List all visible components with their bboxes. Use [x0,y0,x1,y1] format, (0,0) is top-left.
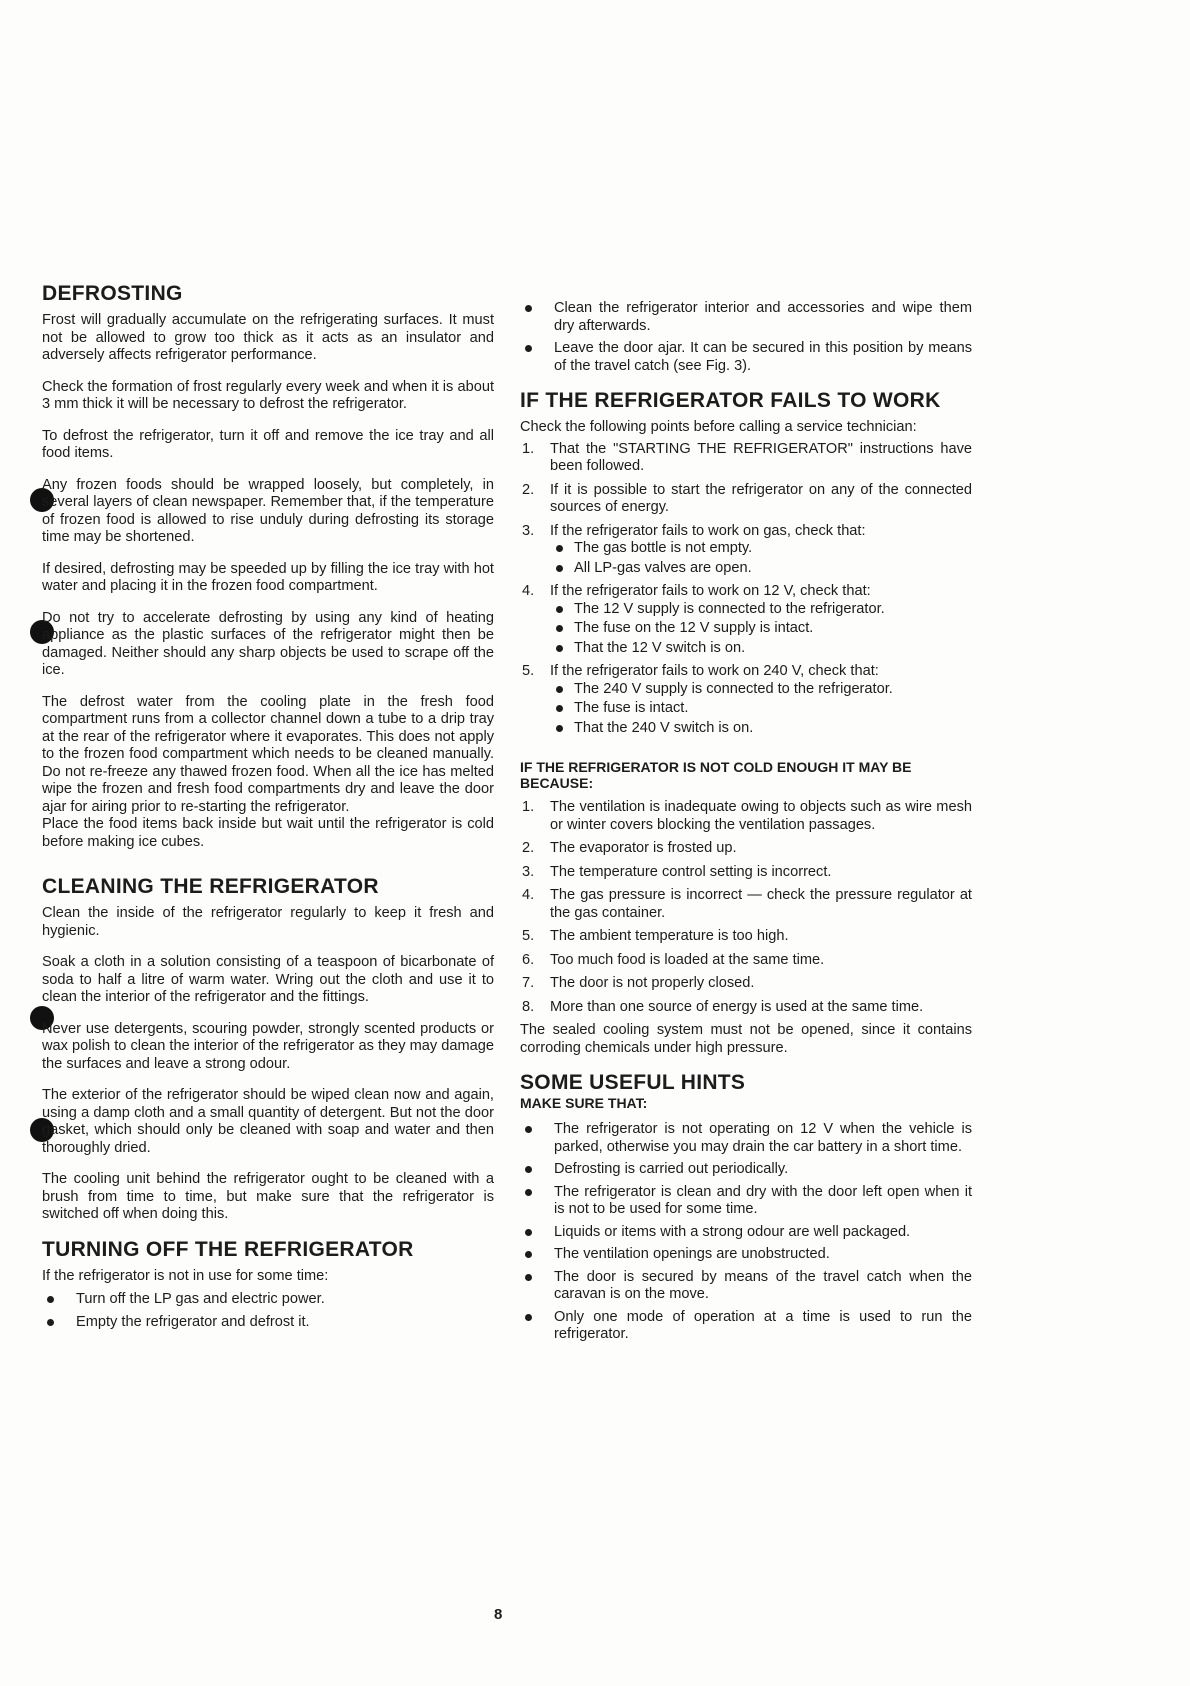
list-item: The fuse on the 12 V supply is intact. [550,620,972,638]
list-item: That the 12 V switch is on. [550,640,972,658]
fails-intro: Check the following points before calling a service technician: [520,419,917,435]
bullet-icon [525,1166,532,1173]
right-column [520,300,972,1349]
list-item: The door is secured by means of the travel catch when the caravan is on the move. [520,1269,972,1304]
cleaning-p3: Never use detergents, scouring powder, strongly scented products or wax polish to clean the interior of the refrigerator as they may damage the surfaces and leave a strong odour. [42,1020,494,1072]
turning-off-continued-list [520,300,972,375]
defrosting-p2: Check the formation of frost regularly every week and when it is about 3 mm thick it will be necessary to defrost the refrigerator. [42,378,494,412]
bullet-icon [525,1229,532,1236]
cleaning-p5: The cooling unit behind the refrigerator ought to be cleaned with a brush from time to time, but make sure that the refrigerator is switched off when doing this. [42,1171,494,1222]
bullet-icon [525,305,532,312]
cleaning-heading: CLEANING THE REFRIGERATOR [42,875,379,898]
list-item: That the 240 V switch is on. [550,720,972,738]
hints-subheading: MAKE SURE THAT: [520,1095,648,1111]
bullet-icon [556,686,563,693]
defrosting-heading: DEFROSTING [42,282,183,305]
not-cold-heading: IF THE REFRIGERATOR IS NOT COLD ENOUGH IT MAY BE BECAUSE: [520,759,912,791]
hints-heading: SOME USEFUL HINTS [520,1071,746,1094]
turning-off-heading: TURNING OFF THE REFRIGERATOR [42,1237,414,1261]
list-item: 8. More than one source of energy is used at the same time. [522,998,924,1015]
defrosting-p3: To defrost the refrigerator, turn it off and remove the ice tray and all food items. [42,427,494,461]
fails-section [520,389,972,737]
list-item: 3. The temperature control setting is incorrect. [522,863,832,880]
list-item: The fuse is intact. [550,700,972,718]
defrosting-p6: Do not try to accelerate defrosting by using any kind of heating appliance as the plastic surfaces of the refrigerator might then be damaged. Neither should any sharp objects be used to scrape off the ice. [42,609,494,678]
list-item: Liquids or items with a strong odour are well packaged. [520,1224,972,1242]
list-item: Leave the door ajar. It can be secured in this position by means of the travel catch (see Fig. 3). [520,340,972,375]
hints-section [520,1071,972,1344]
left-column [42,282,494,1336]
list-item: Empty the refrigerator and defrost it. [42,1314,494,1332]
not-cold-list [520,799,972,1016]
bullet-icon [525,1189,532,1196]
bullet-icon [556,705,563,712]
bullet-icon [47,1319,54,1326]
sealed-system-note: The sealed cooling system must not be opened, since it contains corroding chemicals under high pressure. [520,1022,972,1056]
bullet-icon [525,345,532,352]
list-item: 4. If the refrigerator fails to work on 12 V, check that: The 12 V supply is connected to the refrigerator. The fuse on the 12 V supply is intact. That the 12 V switch is on. [520,583,972,657]
turning-off-section [42,1238,494,1332]
list-item: The gas bottle is not empty. [550,540,972,558]
bullet-icon [556,606,563,613]
bullet-icon [556,565,563,572]
not-cold-section [520,759,972,1057]
list-item: 6. Too much food is loaded at the same time. [522,951,825,968]
bullet-icon [525,1251,532,1258]
turning-off-intro: If the refrigerator is not in use for some time: [42,1267,329,1284]
list-item: Turn off the LP gas and electric power. [42,1291,494,1309]
list-item: 4. The gas pressure is incorrect — check the pressure regulator at the gas container. [522,887,972,921]
list-item: 5. If the refrigerator fails to work on 240 V, check that: The 240 V supply is connected to the refrigerator. The fuse is intact. That the 240 V switch is on. [520,663,972,737]
fails-heading: IF THE REFRIGERATOR FAILS TO WORK [520,389,941,412]
list-item: The 12 V supply is connected to the refrigerator. [550,601,972,619]
list-item: The refrigerator is clean and dry with the door left open when it is not to be used for some time. [520,1184,972,1219]
list-item: 7. The door is not properly closed. [522,975,755,991]
bullet-icon [556,645,563,652]
list-item: 5. The ambient temperature is too high. [522,928,789,944]
defrosting-section [42,282,494,851]
defrosting-p8: Place the food items back inside but wait until the refrigerator is cold before making ice cubes. [42,816,494,850]
bullet-icon [556,725,563,732]
bullet-icon [525,1126,532,1133]
defrosting-p7: The defrost water from the cooling plate in the fresh food compartment runs from a collector channel down a tube to a drip tray at the rear of the refrigerator where it evaporates. This does not apply to the frozen food compartment which needs to be cleaned manually. Do not re-freeze any thawed frozen food. When all the ice has melted wipe the frozen and fresh food compartments dry and leave the door ajar for airing prior to re-starting the refrigerator. [42,693,494,815]
list-item: Defrosting is carried out periodically. [520,1161,972,1179]
list-item: The refrigerator is not operating on 12 V when the vehicle is parked, otherwise you may drain the car battery in a short time. [520,1121,972,1156]
turning-off-list [42,1291,494,1331]
bullet-icon [525,1314,532,1321]
bullet-icon [525,1274,532,1281]
list-item: 2. If it is possible to start the refrigerator on any of the connected sources of energy. [522,481,972,515]
list-item: Only one mode of operation at a time is used to run the refrigerator. [520,1309,972,1344]
bullet-icon [47,1296,54,1303]
list-item: The 240 V supply is connected to the refrigerator. [550,681,972,699]
list-item: The ventilation openings are unobstructed. [520,1246,972,1264]
defrosting-p4: Any frozen foods should be wrapped loosely, but completely, in several layers of clean newspaper. Remember that, if the temperature of frozen food is allowed to rise unduly during defrosting its storage time may be shortened. [42,476,494,545]
list-item: 1. That the "STARTING THE REFRIGERATOR" instructions have been followed. [522,440,972,474]
defrosting-p1: Frost will gradually accumulate on the refrigerating surfaces. It must not be allowed to grow too thick as it acts as an insulator and adversely affects refrigerator performance. [42,312,494,363]
hints-list [520,1121,972,1344]
cleaning-section [42,875,494,1224]
bullet-icon [556,625,563,632]
list-item: All LP-gas valves are open. [550,560,972,578]
page-number: 8 [494,1606,503,1623]
fails-list [520,441,972,738]
defrosting-p5: If desired, defrosting may be speeded up by filling the ice tray with hot water and placing it in the frozen food compartment. [42,560,494,594]
list-item: 3. If the refrigerator fails to work on gas, check that: The gas bottle is not empty. All LP-gas valves are open. [520,523,972,578]
bullet-icon [556,545,563,552]
cleaning-p4: The exterior of the refrigerator should be wiped clean now and again, using a damp cloth and a small quantity of detergent. But not the door gasket, which should only be cleaned with soap and water and then thoroughly dried. [42,1087,494,1156]
cleaning-p2: Soak a cloth in a solution consisting of a teaspoon of bicarbonate of soda to half a litre of warm water. Wring out the cloth and use it to clean the interior of the refrigerator and the fittings. [42,954,494,1005]
list-item: 2. The evaporator is frosted up. [522,840,737,856]
list-item: 1. The ventilation is inadequate owing to objects such as wire mesh or winter covers blocking the ventilation passages. [522,799,972,833]
cleaning-p1: Clean the inside of the refrigerator regularly to keep it fresh and hygienic. [42,905,494,939]
list-item: Clean the refrigerator interior and accessories and wipe them dry afterwards. [520,300,972,335]
